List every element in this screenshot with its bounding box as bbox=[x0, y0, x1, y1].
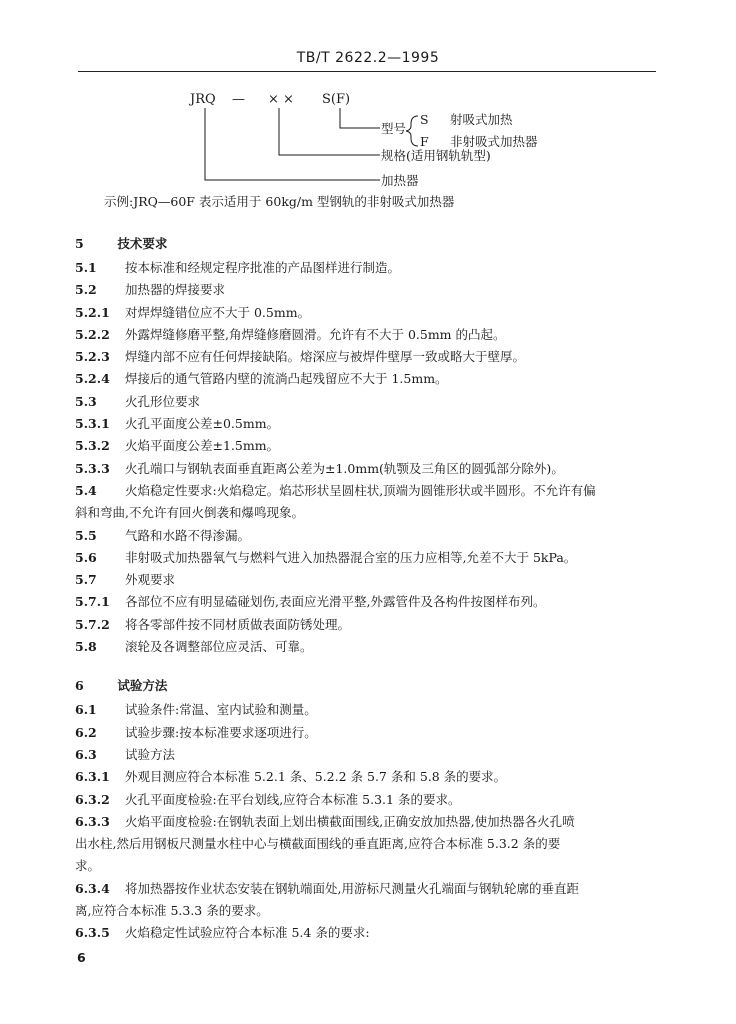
clause-6-3-4 bbox=[75, 878, 665, 900]
clause-number: 5.6 bbox=[75, 549, 97, 565]
type-brace bbox=[406, 116, 418, 146]
clause-text: 外观要求 bbox=[125, 572, 176, 588]
clause-6-3-5 bbox=[75, 922, 665, 944]
clause-5-2-4 bbox=[75, 368, 665, 390]
clause-5-3-3 bbox=[75, 458, 665, 480]
clause-6-1 bbox=[75, 699, 665, 721]
clause-text: 试验方法 bbox=[125, 746, 176, 762]
model-code-diagram bbox=[0, 0, 736, 200]
code-dash: — bbox=[232, 92, 245, 107]
clause-6-3-1 bbox=[75, 766, 665, 788]
clause-5-1 bbox=[75, 257, 665, 279]
clause-5-5 bbox=[75, 525, 665, 547]
clause-5-8 bbox=[75, 636, 665, 658]
clause-text: 火焰平面度公差±1.5mm。 bbox=[125, 438, 280, 454]
clause-text: 按本标准和经规定程序批准的产品图样进行制造。 bbox=[125, 260, 401, 275]
clause-number: 5.3 bbox=[75, 393, 97, 409]
clause-5-3 bbox=[75, 391, 665, 413]
clause-number: 5.7.1 bbox=[75, 594, 110, 610]
clause-5-4 bbox=[75, 480, 665, 502]
clause-5-7 bbox=[75, 569, 665, 591]
clause-number: 5.2.4 bbox=[75, 371, 110, 387]
clause-5-2-1 bbox=[75, 302, 665, 324]
clause-number: 5.3.3 bbox=[75, 460, 110, 476]
clause-text: 焊接后的通气管路内壁的流淌凸起残留应不大于 1.5mm。 bbox=[125, 371, 448, 387]
clause-6-3-3-continuation: 出水柱,然后用钢板尺测量水柱中心与横截面围线的垂直距离,应符合本标准 5.3.2 条的要 bbox=[75, 836, 561, 852]
clause-number: 6.2 bbox=[75, 724, 97, 740]
clause-text: 火孔平面度检验:在平台划线,应符合本标准 5.3.1 条的要求。 bbox=[125, 791, 461, 807]
type-f-desc: 非射吸式加热器 bbox=[450, 134, 538, 149]
clause-5-7-1 bbox=[75, 591, 665, 613]
code-spec: × × bbox=[268, 92, 294, 107]
clause-number: 5.8 bbox=[75, 639, 97, 655]
spec-label: 规格(适用钢轨轨型) bbox=[381, 148, 491, 163]
clause-5-2-3 bbox=[75, 346, 665, 368]
clause-6-3 bbox=[75, 744, 665, 766]
document-body bbox=[75, 226, 665, 945]
clause-text: 加热器的焊接要求 bbox=[125, 282, 226, 298]
clause-5-2-2 bbox=[75, 324, 665, 346]
clause-text: 焊缝内部不应有任何焊接缺陷。熔深应与被焊件壁厚一致或略大于壁厚。 bbox=[125, 349, 526, 365]
type-s-code: S bbox=[420, 112, 429, 127]
section-number: 6 bbox=[75, 678, 84, 694]
clause-6-3-3-continuation-2: 求。 bbox=[75, 858, 101, 874]
clause-text: 试验条件:常温、室内试验和测量。 bbox=[125, 702, 317, 718]
type-leader-line bbox=[340, 108, 380, 128]
page-number: 6 bbox=[77, 950, 86, 965]
clause-6-3-2 bbox=[75, 789, 665, 811]
type-f-code: F bbox=[420, 134, 429, 149]
clause-text: 外观目测应符合本标准 5.2.1 条、5.2.2 条 5.7 条和 5.8 条的要求。 bbox=[125, 769, 507, 785]
clause-text: 各部位不应有明显磕碰划伤,表面应光滑平整,外露管件及各构件按图样布列。 bbox=[125, 594, 546, 610]
clause-text: 试验步骤:按本标准要求逐项进行。 bbox=[125, 724, 317, 740]
clause-number: 5.3.2 bbox=[75, 438, 110, 454]
prefix-leader-line bbox=[205, 108, 380, 180]
clause-text: 火孔端口与钢轨表面垂直距离公差为±1.0mm(轨颚及三角区的圆弧部分除外)。 bbox=[125, 460, 564, 476]
clause-number: 5.2 bbox=[75, 282, 97, 298]
clause-6-3-3 bbox=[75, 811, 665, 833]
clause-number: 6.3.4 bbox=[75, 880, 110, 896]
clause-5-3-2 bbox=[75, 435, 665, 457]
clause-6-3-4-continuation: 离,应符合本标准 5.3.3 条的要求。 bbox=[75, 903, 269, 919]
code-type: S(F) bbox=[322, 92, 351, 107]
clause-text: 外露焊缝修磨平整,角焊缝修磨圆滑。允许有不大于 0.5mm 的凸起。 bbox=[125, 326, 506, 342]
clause-text: 将各零部件按不同材质做表面防锈处理。 bbox=[125, 616, 351, 632]
clause-number: 5.2.2 bbox=[75, 326, 110, 342]
section-title: 技术要求 bbox=[117, 236, 168, 251]
clause-number: 5.3.1 bbox=[75, 416, 110, 432]
standard-code-header: TB/T 2622.2—1995 bbox=[296, 50, 440, 66]
prefix-label: 加热器 bbox=[381, 173, 419, 188]
clause-text: 火焰平面度检验:在钢轨表面上划出横截面围线,正确安放加热器,使加热器各火孔喷 bbox=[125, 813, 575, 829]
clause-number: 5.7 bbox=[75, 572, 97, 588]
clause-number: 5.1 bbox=[75, 260, 97, 275]
clause-number: 5.4 bbox=[75, 482, 97, 498]
clause-number: 5.2.1 bbox=[75, 304, 110, 320]
clause-5-3-1 bbox=[75, 413, 665, 435]
section-6-heading bbox=[75, 672, 665, 699]
clause-number: 5.5 bbox=[75, 527, 97, 543]
clause-text: 将加热器按作业状态安装在钢轨端面处,用游标尺测量火孔端面与钢轨轮廓的垂直距 bbox=[125, 880, 579, 896]
section-5-heading bbox=[75, 230, 665, 257]
clause-number: 6.3.3 bbox=[75, 813, 110, 829]
clause-number: 6.3 bbox=[75, 746, 97, 762]
clause-text: 对焊焊缝错位应不大于 0.5mm。 bbox=[125, 304, 311, 320]
clause-number: 6.3.2 bbox=[75, 791, 110, 807]
clause-5-7-2 bbox=[75, 614, 665, 636]
clause-text: 气路和水路不得渗漏。 bbox=[125, 527, 251, 543]
clause-6-2 bbox=[75, 722, 665, 744]
clause-text: 火孔形位要求 bbox=[125, 393, 201, 409]
clause-5-6 bbox=[75, 547, 665, 569]
clause-number: 5.2.3 bbox=[75, 349, 110, 365]
clause-text: 火孔平面度公差±0.5mm。 bbox=[125, 416, 280, 432]
clause-text: 滚轮及各调整部位应灵活、可靠。 bbox=[125, 639, 313, 655]
clause-number: 6.3.5 bbox=[75, 925, 110, 941]
clause-5-2 bbox=[75, 279, 665, 301]
clause-number: 5.7.2 bbox=[75, 616, 110, 632]
section-number: 5 bbox=[75, 236, 84, 251]
clause-number: 6.3.1 bbox=[75, 769, 110, 785]
type-label: 型号 bbox=[381, 121, 407, 136]
clause-number: 6.1 bbox=[75, 702, 97, 718]
clause-text: 非射吸式加热器氧气与燃料气进入加热器混合室的压力应相等,允差不大于 5kPa。 bbox=[125, 549, 577, 565]
clause-text: 火焰稳定性要求:火焰稳定。焰芯形状呈圆柱状,顶端为圆锥形状或半圆形。不允许有偏 bbox=[125, 482, 596, 498]
code-prefix: JRQ bbox=[190, 92, 216, 107]
example-note: 示例:JRQ—60F 表示适用于 60kg/m 型钢轨的非射吸式加热器 bbox=[104, 194, 455, 209]
clause-text: 火焰稳定性试验应符合本标准 5.4 条的要求: bbox=[125, 925, 370, 941]
spec-leader-line bbox=[279, 108, 380, 155]
type-s-desc: 射吸式加热 bbox=[450, 112, 513, 127]
clause-5-4-continuation: 斜和弯曲,不允许有回火倒袭和爆鸣现象。 bbox=[75, 505, 304, 521]
section-title: 试验方法 bbox=[117, 678, 168, 694]
